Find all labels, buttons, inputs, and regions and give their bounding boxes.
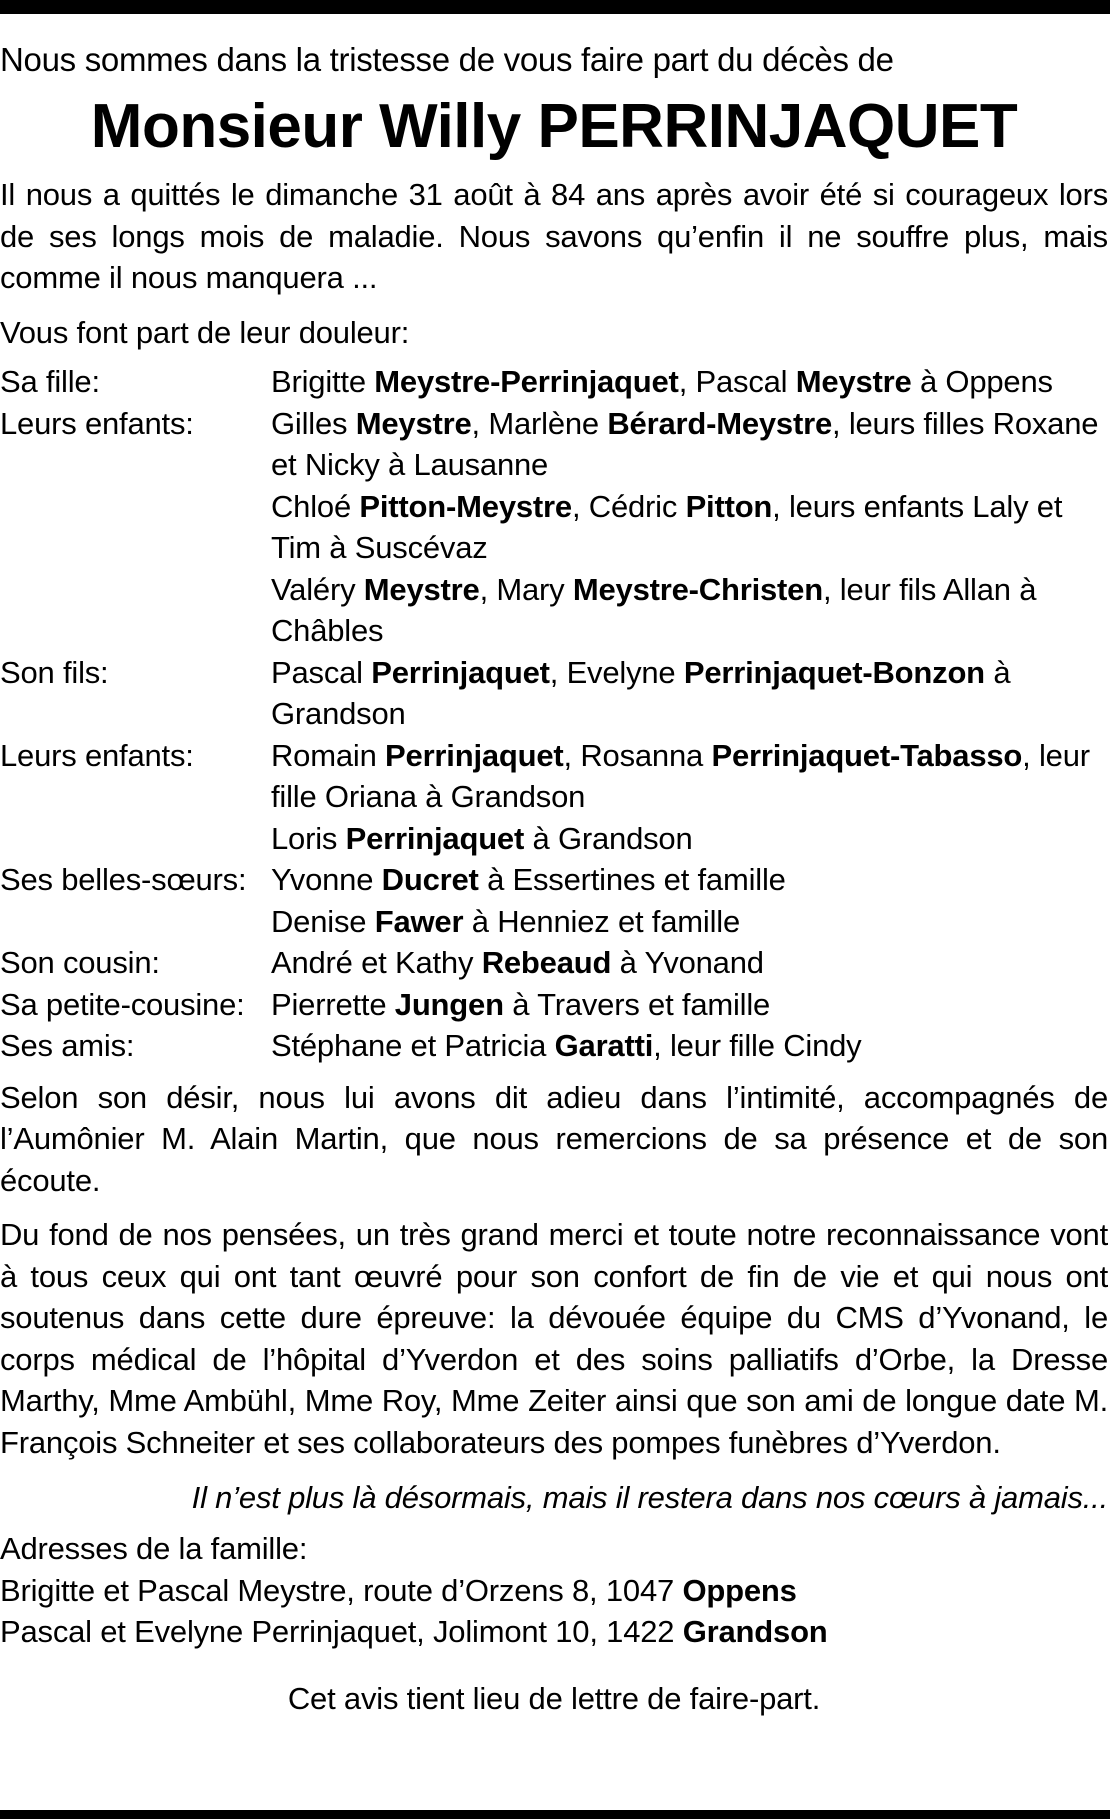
relation-label: Sa fille: [0, 364, 100, 399]
address-text: Brigitte et Pascal Meystre, route d’Orzens 8, 1047 [0, 1572, 683, 1608]
family-name: Fawer [374, 903, 464, 939]
member-text: à Essertines et famille [478, 862, 786, 897]
relation-label: Sa petite-cousine: [0, 986, 245, 1022]
member-line [271, 652, 1108, 735]
member-text: Pierrette [271, 986, 395, 1022]
member-text: , leurs filles Roxane et Nicky à Lausanne [271, 405, 1099, 482]
deceased-name: Monsieur Willy PERRINJAQUET [90, 92, 1018, 161]
member-text: à Grandson [524, 820, 693, 856]
member-text: Loris [271, 820, 346, 856]
member-text: Pascal [271, 654, 372, 690]
member-text: , leurs enfants Laly et Tim à Suscévaz [271, 488, 1063, 565]
family-name: Meystre [355, 405, 472, 441]
member-line [271, 486, 1108, 569]
member-text: Stéphane et Patricia [271, 1028, 555, 1063]
family-address [0, 1570, 1108, 1612]
member-text: Valéry [271, 571, 364, 607]
member-text: , Rosanna [563, 737, 712, 773]
member-text: , Mary [479, 571, 573, 607]
member-text: à Henniez et famille [463, 903, 740, 939]
address-city: Grandson [682, 1614, 828, 1649]
family-name: Pitton-Meystre [359, 488, 572, 524]
member-text: à Yvonand [611, 945, 764, 980]
relation-members [271, 942, 1108, 984]
member-line [271, 735, 1108, 818]
member-line [271, 361, 1108, 403]
member-text: Gilles [271, 405, 356, 441]
address-city: Oppens [682, 1572, 797, 1608]
member-text: , leur fille Cindy [653, 1028, 862, 1063]
family-name: Perrinjaquet [371, 654, 550, 690]
family-name: Garatti [554, 1028, 654, 1063]
member-text: Romain [271, 737, 386, 773]
member-text: , Evelyne [549, 654, 684, 690]
member-line [271, 901, 1108, 943]
relation-label: Ses amis: [0, 1028, 135, 1063]
relation-members [271, 984, 1108, 1026]
family-name: Meystre-Christen [572, 571, 823, 607]
relation-label: Leurs enfants: [0, 405, 194, 441]
family-name: Ducret [381, 862, 479, 897]
farewell-paragraph: Selon son désir, nous lui avons dit adieu dans l’intimité, accompagnés de l’Aumônier M. Alain Martin, que nous remercions de sa présence et de son écoute. [0, 1079, 1108, 1198]
obituary-notice [0, 36, 1108, 1721]
member-text: à Grandson [271, 654, 1011, 731]
relation-label: Son cousin: [0, 945, 160, 980]
member-line [271, 1025, 1108, 1067]
bottom-border [0, 1810, 1110, 1819]
family-name: Perrinjaquet-Tabasso [711, 737, 1023, 773]
family-name: Perrinjaquet [345, 820, 525, 856]
family-name: Bérard-Meystre [607, 405, 832, 441]
addresses-title: Adresses de la famille: [0, 1531, 308, 1566]
member-text: , Cédric [571, 488, 686, 524]
member-line [271, 818, 1108, 860]
family-row [0, 859, 1108, 942]
member-text: André et Kathy [271, 945, 482, 980]
family-name: Perrinjaquet [385, 737, 564, 773]
family-name: Pitton [685, 488, 773, 524]
family-row [0, 735, 1108, 860]
family-address [0, 1611, 1108, 1653]
member-line [271, 403, 1108, 486]
intro-text: Nous sommes dans la tristesse de vous faire part du décès de [0, 41, 894, 78]
family-name: Jungen [394, 986, 504, 1022]
member-line [271, 984, 1108, 1026]
family-name: Meystre [363, 571, 480, 607]
relation-label: Leurs enfants: [0, 737, 194, 773]
relation-members [271, 652, 1108, 735]
family-row [0, 1025, 1108, 1067]
relation-members [271, 1025, 1108, 1067]
family-name: Meystre [795, 364, 912, 399]
member-text: à Travers et famille [503, 986, 771, 1022]
relation-members [271, 361, 1108, 403]
family-name: Meystre-Perrinjaquet [374, 364, 679, 399]
top-border [0, 0, 1110, 14]
family-row [0, 403, 1108, 652]
member-line [271, 859, 1108, 901]
member-text: , leur fille Oriana à Grandson [271, 737, 1090, 814]
family-name: Perrinjaquet-Bonzon [683, 654, 985, 690]
family-row [0, 942, 1108, 984]
member-text: , leur fils Allan à Châbles [271, 571, 1037, 648]
member-text: Yvonne [271, 862, 382, 897]
family-list [0, 361, 1108, 1067]
member-line [271, 569, 1108, 652]
member-text: , Marlène [471, 405, 608, 441]
thanks-paragraph: Du fond de nos pensées, un très grand merci et toute notre reconnaissance vont à tous ceux qui ont tant œuvré pour son confort de fin de vie et qui nous ont soutenus dans cette dure épreuve: la dévouée équipe du CMS d’Yvonand, le corps médical de l’hôpital d’Yverdon et des soins palliatifs d’Orbe, la Dresse Marthy, Mme Ambühl, Mme Roy, Mme Zeiter ainsi que son ami de longue date M. François Schneiter et ses collaborateurs des pompes funèbres d’Yverdon. [0, 1217, 1108, 1460]
address-text: Pascal et Evelyne Perrinjaquet, Jolimont 10, 1422 [0, 1614, 683, 1649]
family-row [0, 984, 1108, 1026]
relation-members [271, 859, 1108, 942]
relation-members [271, 403, 1108, 652]
family-name: Rebeaud [481, 945, 612, 980]
relation-label: Ses belles-sœurs: [0, 862, 247, 897]
member-text: Chloé [271, 488, 360, 524]
announcement-paragraph: Il nous a quittés le dimanche 31 août à 84 ans après avoir été si courageux lors de ses longs mois de maladie. Nous savons qu’enfin il ne souffre plus, mais comme il nous manquera ... [0, 177, 1108, 295]
member-text: à Oppens [911, 364, 1053, 399]
member-text: , Pascal [678, 364, 796, 399]
member-line [271, 942, 1108, 984]
notice-text: Cet avis tient lieu de lettre de faire-part. [287, 1680, 821, 1716]
family-intro: Vous font part de leur douleur: [0, 314, 410, 350]
family-row [0, 652, 1108, 735]
relation-members [271, 735, 1108, 860]
closing-quote: Il n’est plus là désormais, mais il restera dans nos cœurs à jamais... [191, 1480, 1108, 1515]
relation-label: Son fils: [0, 654, 109, 690]
family-row [0, 361, 1108, 403]
member-text: Denise [271, 903, 375, 939]
member-text: Brigitte [271, 364, 375, 399]
